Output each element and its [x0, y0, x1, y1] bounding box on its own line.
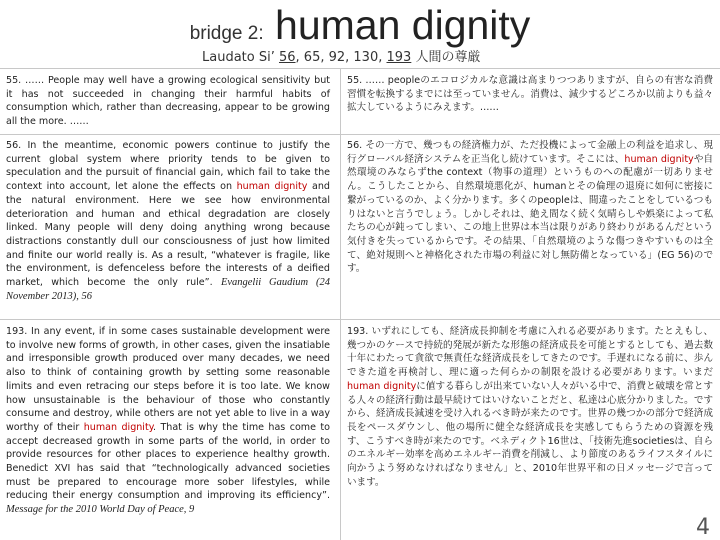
divider-top [0, 68, 720, 69]
english-56-citation: Evangelii Gaudium (24 November 2013), 56 [6, 277, 330, 302]
japanese-56-text-b: や自然環境のみならずthe context（物事の道理）というものへの配慮が一切ありません。こうしたことから、自然環境悪化が、humanとその倫理の退廃に如何に密接に繋がっているのか、よく分かります。多くのpeopleは、間違ったことをしているつもりはないと言うでしょう。しかしそれは、絶え間なく続く気晴らしや娯楽によって私たちの心が鈍ってしまい、この地上世界は本当は限りがあり終わりがあるんだという気付きを失っているからです。その結果、「自然環境のような傷つきやすいものは全て、絶対規則へと神格化された市場の利益に対し無防備となっている」(EG 56)のです。 [347, 153, 714, 275]
english-193-highlight: human dignity [83, 421, 153, 433]
japanese-paragraph-193 [347, 325, 713, 489]
subtitle-japanese: 人間の尊厳 [411, 50, 481, 65]
english-193-text-a: 193. In any event, if in some cases sustainable development were to involve new forms of growth, in other cases, given the insatiable and irresponsible growth produced over many decades, we need also to think of containing growth by setting some reasonable limits and even retracing our steps before it is too late. We know how unsustainable is the behaviour of those who constantly consume and destroy, while others are not yet able to live in a way worthy of their [6, 326, 330, 433]
japanese-56-highlight: human dignity [624, 153, 694, 165]
subtitle-ref-193: 193 [386, 50, 412, 65]
english-paragraph-56 [6, 139, 330, 303]
subtitle-mid: , 65, 92, 130, [295, 50, 387, 65]
subtitle-ref-56: 56 [278, 50, 296, 65]
english-56-text-a: 56. In the meantime, economic powers continue to justify the current global system where priority tends to be given to speculation and the pursuit of financial gain, which fail to take the context into account, let alone the effects on [6, 140, 330, 193]
japanese-193-highlight: human dignity [347, 380, 417, 392]
english-193-citation: Message for the 2010 World Day of Peace, 9 [6, 504, 195, 516]
english-55-text: 55. …… People may well have a growing ecological sensitivity but it has not succeeded in changing their harmful habits of consumption which, rather than decreasing, appear to be growing all the more. …… [6, 75, 330, 128]
japanese-paragraph-55 [347, 74, 713, 115]
divider-row-1 [0, 134, 720, 135]
japanese-56-text-a: 56. その一方で、幾つもの経済権力が、ただ投機によって金融上の利益を追求し、現行グローバル経済システムを正当化し続けています。そこには、 [347, 140, 713, 165]
page-number: 4 [696, 515, 710, 540]
japanese-paragraph-56 [347, 139, 713, 276]
page-title [0, 2, 720, 49]
english-paragraph-193 [6, 325, 330, 517]
japanese-55-text: 55. …… peopleのエコロジカルな意識は高まりつつありますが、自らの有害な消費習慣を転換するまでには至っていません。消費は、減少するどころか以前よりも益々拡大しているようにみえます。…… [347, 75, 713, 114]
subtitle-prefix: Laudato Si’ [202, 50, 279, 65]
title-main: human dignity [263, 2, 531, 48]
english-193-text-b: . That is why the time has come to accept decreased growth in some parts of the world, in order to provide resources for other places to experience healthy growth. Benedict XVI has said that “technologically advanced societies must be prepared to encourage more sober lifestyles, while reducing their energy consumption and improving its efficiency”. [6, 421, 330, 502]
english-56-text-b: and the natural environment. Here we see how environmental deterioration and human and ethical degradation are closely linked. Many people will deny doing anything wrong because distractions constantly dull our consciousness of just how limited and finite our world really is. As a result, “whatever is fragile, like the environment, is defenceless before the interests of a deified market, which become the only rule”. [6, 181, 330, 289]
japanese-193-text-b: に値する暮らしが出来ていない人々がいる中で、消費と破壊を常とする人々の経済行動は最早続けてはいけないことだと、私達は心底分かりました。ですから、経済成長減速を受け入れるべき時が来たのです。世界の幾つかの部分で経済成長をペースダウンし、他の場所に健全な経済成長を実感してもらうための資源を残す、こうすべき時が来たのです。ベネディクト16世は、「技術先進societiesは、自らのエネルギー効率を高めエネルギー消費を削減し、より節度のあるライフスタイルに向かうよう努めなければなりません」と、2010年世界平和の日メッセージで言っています。 [347, 380, 713, 488]
divider-column [340, 68, 341, 540]
english-paragraph-55 [6, 74, 330, 129]
title-prefix: bridge 2: [189, 23, 264, 44]
japanese-193-text-a: 193. いずれにしても、経済成長抑制を考慮に入れる必要があります。たとえもし、幾つかのケースで持続的発展が新たな形態の経済成長を可能とするとしても、過去数十年にわたって貪欲で無責任な経済成長をしてきたのです。手遅れになる前に、歩んできた道を再検討し、理に適った何らかの制限を設ける必要があります。いまだ [347, 326, 713, 379]
divider-row-2 [0, 319, 720, 320]
english-56-highlight: human dignity [236, 181, 308, 193]
page-subtitle [202, 46, 480, 65]
